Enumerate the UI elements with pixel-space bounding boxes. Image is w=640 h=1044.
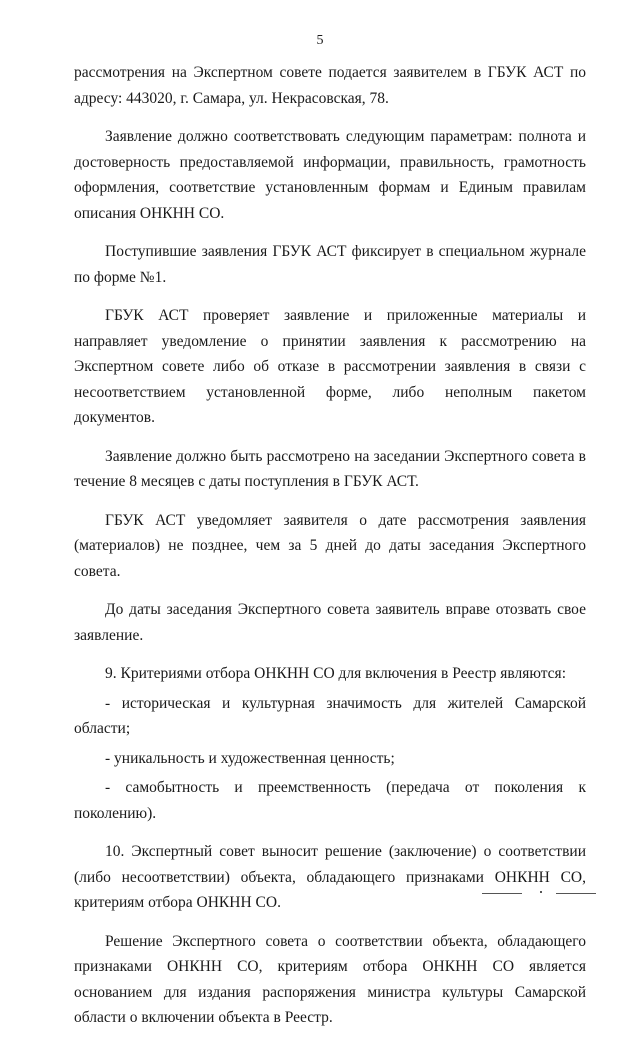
paragraph-expert-decision: 10. Экспертный совет выносит решение (заключение) о соответствии (либо несоответствии) объекта, обладающего признаками ОНКНН СО, критериям отбора ОНКНН СО. (74, 843, 586, 911)
paragraph-decision-basis: Решение Экспертного совета о соответствии объекта, обладающего признаками ОНКНН СО, критериям отбора ОНКНН СО является основанием для издания распоряжения министра культуры Самарской области о включении объекта в Реестр. (74, 932, 586, 1026)
document-body (74, 60, 586, 1044)
paragraph-criteria-heading: 9. Критериями отбора ОНКНН СО для включения в Реестр являются: (105, 665, 566, 682)
paragraph-review-notification: ГБУК АСТ проверяет заявление и приложенные материалы и направляет уведомление о принятии заявления к рассмотрению на Экспертном совете либо об отказе в рассмотрении заявления в связи с несоответствием установленной форме, либо неполным пакетом документов. (74, 307, 586, 426)
criteria-item: - уникальность и художественная ценность; (105, 749, 395, 767)
page-number: 5 (316, 33, 324, 48)
paragraph-application-requirements: Заявление должно соответствовать следующим параметрам: полнота и достоверность предоставляемой информации, правильность, грамотность оформления, соответствие установленным формам и Единым правилам описания ОНКНН СО. (74, 128, 586, 222)
paragraph-submission-address: рассмотрения на Экспертном совете подается заявителем в ГБУК АСТ по адресу: 443020, г. Самара, ул. Некрасовская, 78. (74, 64, 586, 107)
criteria-item: - самобытность и преемственность (передача от поколения к поколению). (74, 779, 586, 822)
paragraph-review-deadline: Заявление должно быть рассмотрено на заседании Экспертного совета в течение 8 месяцев с даты поступления в ГБУК АСТ. (74, 447, 586, 490)
criteria-item: - историческая и культурная значимость для жителей Самарской области; (74, 694, 586, 737)
paragraph-registration-journal: Поступившие заявления ГБУК АСТ фиксирует в специальном журнале по форме №1. (74, 243, 586, 286)
paragraph-withdrawal: До даты заседания Экспертного совета заявитель вправе отозвать свое заявление. (74, 601, 586, 644)
footer-line (482, 893, 522, 894)
footer-mark (540, 891, 542, 893)
paragraph-meeting-notice: ГБУК АСТ уведомляет заявителя о дате рассмотрения заявления (материалов) не позднее, чем за 5 дней до даты заседания Экспертного совета. (74, 511, 586, 580)
footer-line (556, 893, 596, 894)
